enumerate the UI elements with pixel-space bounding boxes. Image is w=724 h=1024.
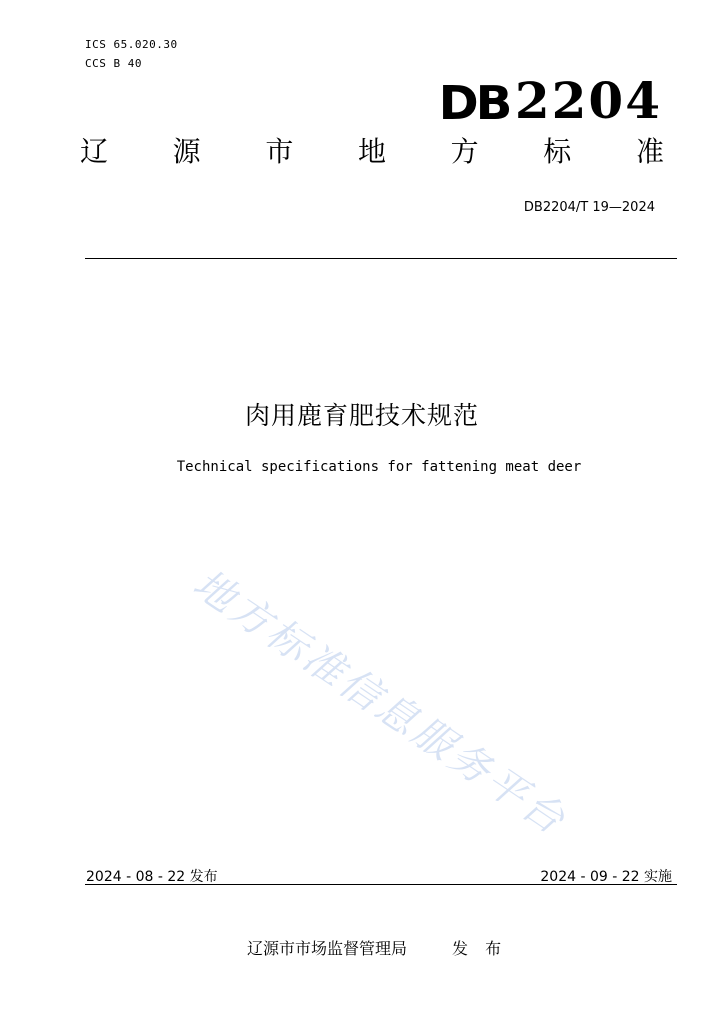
- document-title-chinese: 肉用鹿育肥技术规范: [244, 401, 479, 430]
- top-divider: [85, 258, 677, 259]
- db-logo: [438, 70, 662, 130]
- standard-type-char: 方: [450, 135, 479, 168]
- standard-type-char: 准: [635, 135, 664, 168]
- standard-code: DB2204/T 19—2024: [523, 200, 655, 215]
- implementation-date: 2024 - 09 - 22 实施: [540, 869, 672, 885]
- ccs-code: CCS B 40: [85, 57, 142, 70]
- db-logo-number: 2204: [514, 71, 662, 130]
- publish-date: 2024 - 08 - 22 发布: [86, 869, 218, 885]
- issue-label: 发 布: [452, 939, 508, 958]
- watermark-text: 地方标准信息服务平台: [184, 560, 576, 845]
- db-logo-letters: DB: [438, 76, 509, 130]
- standard-type-char: 地: [357, 135, 386, 168]
- ics-code: ICS 65.020.30: [85, 38, 178, 51]
- standard-type-char: 市: [265, 135, 294, 168]
- bottom-divider: [85, 884, 677, 885]
- standard-type-char: 标: [543, 135, 572, 168]
- standard-type-char: 源: [172, 135, 201, 168]
- standard-type-heading: [80, 135, 664, 168]
- standard-type-char: 辽: [80, 135, 109, 168]
- document-title-english: Technical specifications for fattening meat deer: [176, 459, 582, 475]
- issuing-authority: 辽源市市场监督管理局: [247, 939, 408, 958]
